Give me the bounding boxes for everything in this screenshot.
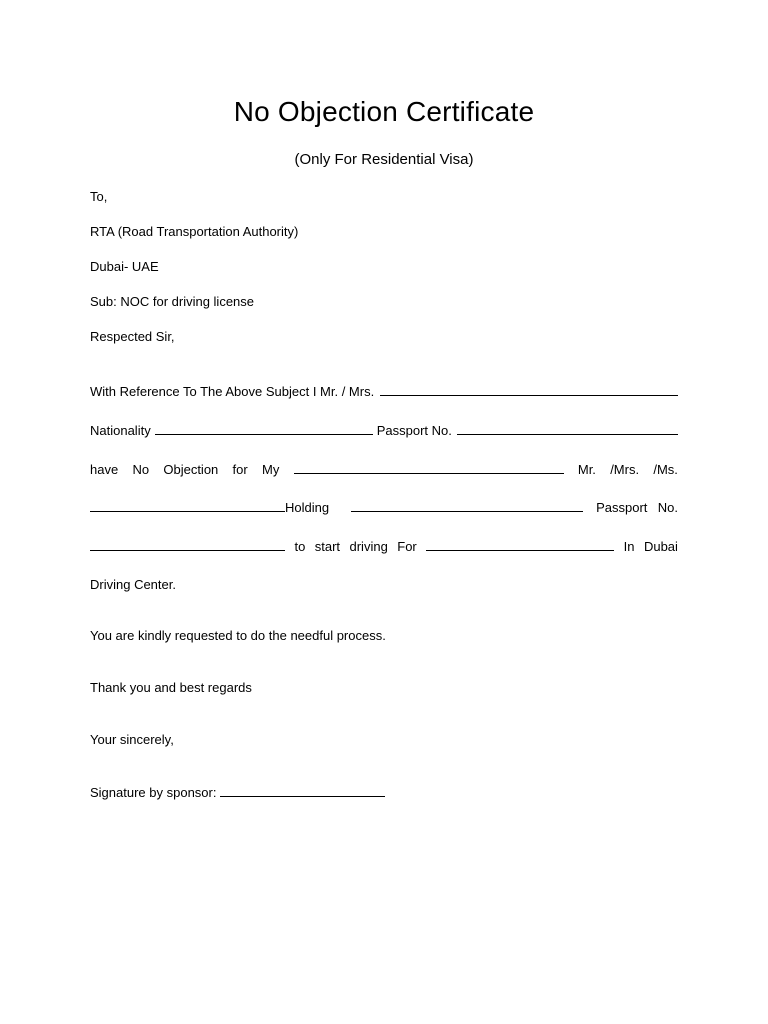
passport-label: Passport No. xyxy=(376,423,452,438)
objection-row xyxy=(90,460,678,479)
applicant-name-blank[interactable] xyxy=(380,382,678,396)
document-title: No Objection Certificate xyxy=(233,96,535,127)
word-in: In xyxy=(623,539,635,554)
word-to: to xyxy=(294,539,306,554)
word-have: have xyxy=(90,462,119,477)
word-my: My xyxy=(261,462,280,477)
thanks-line: Thank you and best regards xyxy=(90,680,252,695)
word-start: start xyxy=(314,539,341,554)
word-dubai: Dubai xyxy=(643,539,678,554)
signature-label: Signature by sponsor: xyxy=(90,785,217,800)
word-driving: driving xyxy=(349,539,388,554)
driving-center-blank[interactable] xyxy=(426,537,614,551)
subject-line: Sub: NOC for driving license xyxy=(90,294,255,309)
holding-label: Holding xyxy=(285,500,330,515)
closing-line: Your sincerely, xyxy=(90,732,174,747)
nationality-blank[interactable] xyxy=(155,421,373,435)
title-ms: /Ms. xyxy=(653,462,678,477)
word-for: for xyxy=(232,462,248,477)
reference-label: With Reference To The Above Subject I Mr. / Mrs. xyxy=(90,384,375,399)
reference-row xyxy=(90,382,678,401)
nationality-label: Nationality xyxy=(90,423,151,438)
nationality-row xyxy=(90,421,678,440)
holder-passport-blank[interactable] xyxy=(351,498,583,512)
recipient-org: RTA (Road Transportation Authority) xyxy=(90,224,299,239)
signature-row xyxy=(90,783,385,802)
word-no: No xyxy=(132,462,150,477)
word-for-2: For xyxy=(397,539,417,554)
driving-center-text: Driving Center. xyxy=(90,577,176,592)
document-subtitle: (Only For Residential Visa) xyxy=(294,151,474,168)
no-word: No. xyxy=(657,500,678,515)
holding-row xyxy=(90,498,678,517)
driver-passport-blank[interactable] xyxy=(90,537,285,551)
title-mrs: /Mrs. xyxy=(610,462,640,477)
salutation: Respected Sir, xyxy=(90,329,175,344)
to-label: To, xyxy=(90,189,108,204)
passport-word: Passport xyxy=(596,500,648,515)
holder-name-blank[interactable] xyxy=(90,498,285,512)
start-driving-row xyxy=(90,537,678,556)
recipient-location: Dubai- UAE xyxy=(90,259,159,274)
passport-number-blank[interactable] xyxy=(457,421,678,435)
title-mr: Mr. xyxy=(577,462,596,477)
signature-blank[interactable] xyxy=(220,783,385,797)
relation-blank[interactable] xyxy=(294,460,564,474)
request-line: You are kindly requested to do the needful process. xyxy=(90,628,386,643)
word-objection: Objection xyxy=(163,462,219,477)
